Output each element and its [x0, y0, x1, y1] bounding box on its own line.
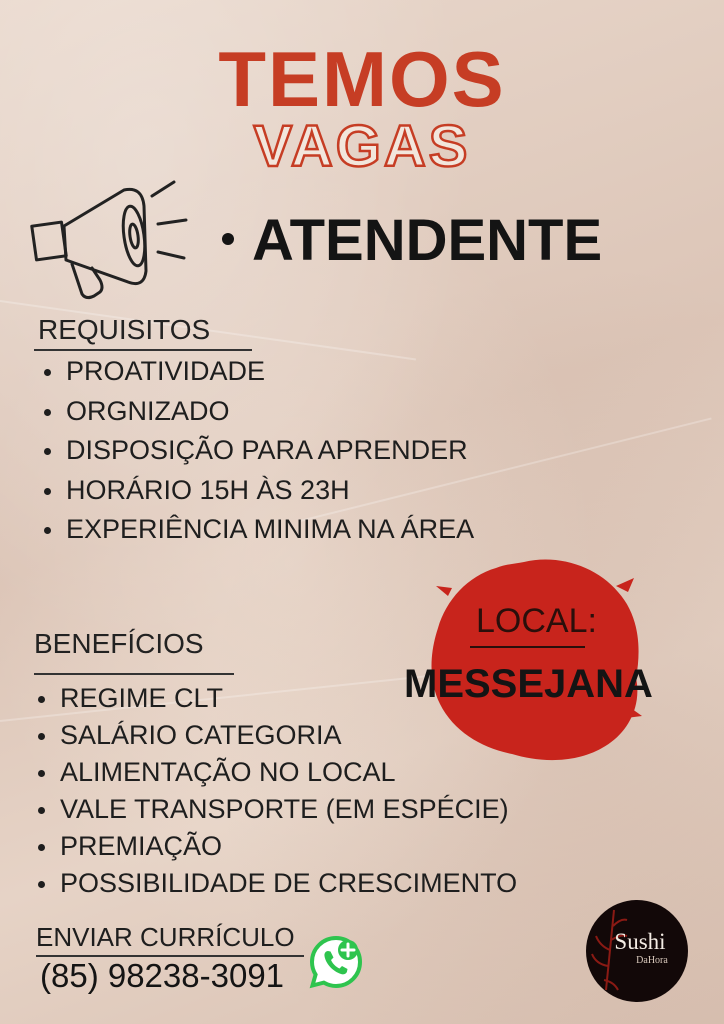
- headline-vagas: VAGAS: [253, 114, 471, 179]
- bullet-dot: [222, 233, 234, 245]
- list-item: ORGNIZADO: [40, 398, 474, 438]
- megaphone-icon: [24, 176, 194, 311]
- list-item: ALIMENTAÇÃO NO LOCAL: [34, 759, 517, 796]
- whatsapp-icon[interactable]: [308, 934, 364, 995]
- headline-temos: TEMOS: [218, 35, 506, 123]
- logo-subname: DaHora: [636, 955, 668, 966]
- list-item: POSSIBILIDADE DE CRESCIMENTO: [34, 870, 517, 907]
- benefits-divider: [34, 673, 234, 675]
- location-label: LOCAL:: [476, 602, 597, 640]
- list-item: DISPOSIÇÃO PARA APRENDER: [40, 437, 474, 477]
- send-resume-label: ENVIAR CURRÍCULO: [36, 922, 295, 952]
- logo-name: Sushi: [614, 929, 666, 954]
- benefits-heading: BENEFÍCIOS: [34, 628, 204, 659]
- list-item: REGIME CLT: [34, 685, 517, 722]
- job-title-text: ATENDENTE: [252, 208, 603, 273]
- list-item: PREMIAÇÃO: [34, 833, 517, 870]
- requirements-heading: REQUISITOS: [38, 314, 211, 345]
- requirements-divider: [34, 349, 252, 351]
- location-value: MESSEJANA: [404, 662, 653, 706]
- location-divider: [470, 646, 585, 648]
- list-item: PROATIVIDADE: [40, 358, 474, 398]
- list-item: EXPERIÊNCIA MINIMA NA ÁREA: [40, 516, 474, 556]
- phone-number[interactable]: (85) 98238-3091: [40, 957, 285, 994]
- requirements-list: [40, 358, 474, 556]
- list-item: SALÁRIO CATEGORIA: [34, 722, 517, 759]
- list-item: HORÁRIO 15H ÀS 23H: [40, 477, 474, 517]
- benefits-list: [34, 685, 517, 907]
- job-title: [222, 208, 603, 273]
- list-item: VALE TRANSPORTE (EM ESPÉCIE): [34, 796, 517, 833]
